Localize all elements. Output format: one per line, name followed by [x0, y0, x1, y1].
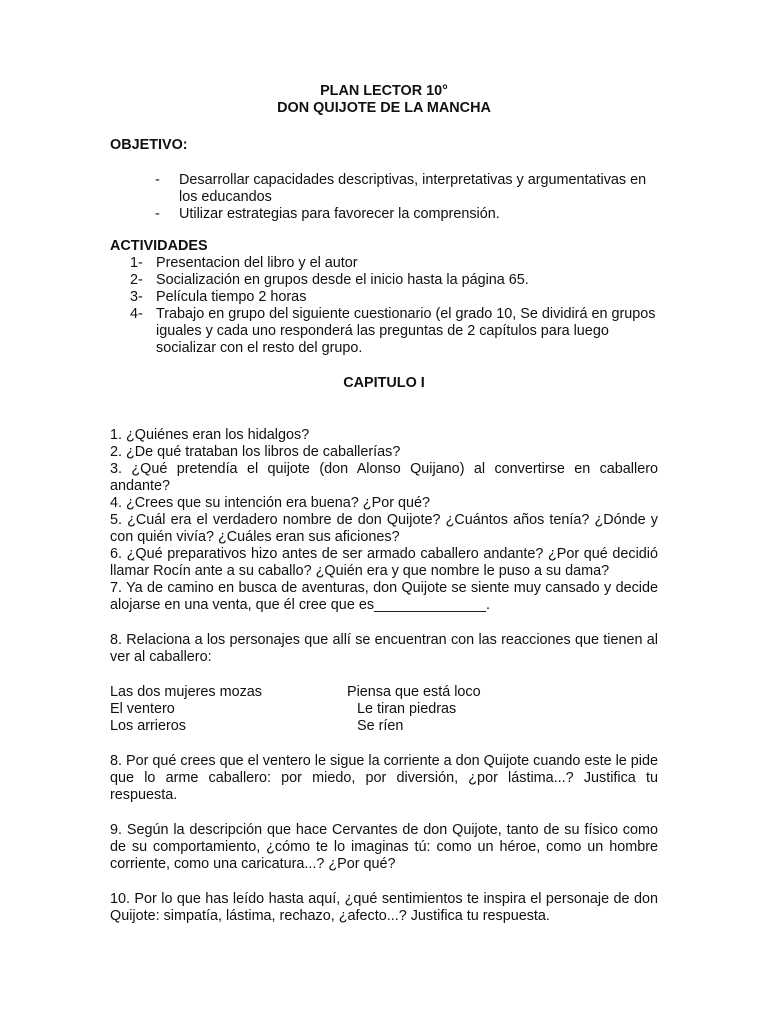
matching-character: Las dos mujeres mozas: [110, 684, 262, 700]
actividad-item: [110, 272, 658, 289]
objetivo-item-text: Desarrollar capacidades descriptivas, interpretativas y argumentativas en los educandos: [179, 172, 647, 205]
capitulo-heading: CAPITULO I: [343, 375, 425, 391]
objetivo-item: [110, 172, 658, 206]
question-item: 1. ¿Quiénes eran los hidalgos?: [110, 427, 310, 443]
actividad-number: 2-: [130, 272, 143, 288]
document-title-line1: PLAN LECTOR 10°: [320, 83, 448, 99]
actividad-text: Presentacion del libro y el autor: [156, 255, 358, 271]
actividad-text: Trabajo en grupo del siguiente cuestionario (el grado 10, Se dividirá en grupos iguales y cada uno responderá las preguntas de 2 capítulos para luego socializar con el resto del grupo.: [156, 306, 656, 356]
question-10: 10. Por lo que has leído hasta aquí, ¿qué sentimientos te inspira el personaje de don Quijote: simpatía, lástima, rechazo, ¿afecto...? Justifica tu respuesta.: [110, 891, 658, 924]
document-title-line2: DON QUIJOTE DE LA MANCHA: [277, 100, 491, 116]
actividad-item: [110, 289, 658, 306]
matching-reaction: Piensa que está loco: [347, 684, 481, 700]
actividad-item: [110, 255, 658, 272]
question-item: 7. Ya de camino en busca de aventuras, don Quijote se siente muy cansado y decide alojarse en una venta, que él cree que es______________.: [110, 580, 658, 613]
actividad-number: 3-: [130, 289, 143, 305]
question-item: 5. ¿Cuál era el verdadero nombre de don Quijote? ¿Cuántos años tenía? ¿Dónde y con quién vivía? ¿Cuáles eran sus aficiones?: [110, 512, 658, 545]
matching-reaction: Le tiran piedras: [357, 701, 457, 717]
matching-row: [110, 684, 481, 701]
matching-character: El ventero: [110, 701, 175, 717]
matching-row: [110, 701, 481, 718]
objetivo-item-text: Utilizar estrategias para favorecer la comprensión.: [179, 206, 500, 222]
dash-bullet: -: [155, 172, 160, 188]
actividades-heading: ACTIVIDADES: [110, 238, 208, 254]
matching-row: [110, 718, 481, 735]
dash-bullet: -: [155, 206, 160, 222]
matching-character: Los arrieros: [110, 718, 186, 734]
question-8b: 8. Por qué crees que el ventero le sigue la corriente a don Quijote cuando este le pide que lo arme caballero: por miedo, por diversión, ¿por lástima...? Justifica tu respuesta.: [110, 753, 658, 803]
actividades-list: [110, 255, 658, 357]
actividad-number: 4-: [130, 306, 143, 322]
question-item: 2. ¿De qué trataban los libros de caballerías?: [110, 444, 401, 460]
actividad-text: Película tiempo 2 horas: [156, 289, 307, 305]
actividad-number: 1-: [130, 255, 143, 271]
actividad-item: [110, 306, 658, 357]
objetivo-heading: OBJETIVO:: [110, 137, 188, 153]
question-list: [110, 427, 658, 614]
objetivo-item: [110, 206, 658, 223]
question-item: 6. ¿Qué preparativos hizo antes de ser armado caballero andante? ¿Por qué decidió llamar Rocín ante a su caballo? ¿Quién era y que nombre le puso a su dama?: [110, 546, 658, 579]
question-item: 4. ¿Crees que su intención era buena? ¿Por qué?: [110, 495, 430, 511]
matching-table: [110, 684, 481, 735]
actividad-text: Socialización en grupos desde el inicio hasta la página 65.: [156, 272, 529, 288]
question-item: 3. ¿Qué pretendía el quijote (don Alonso Quijano) al convertirse en caballero andante?: [110, 461, 658, 494]
matching-reaction: Se ríen: [357, 718, 404, 734]
question-9: 9. Según la descripción que hace Cervantes de don Quijote, tanto de su físico como de su comportamiento, ¿cómo te lo imaginas tú: como un héroe, como un hombre corriente, como una caricatura...? ¿Por qué?: [110, 822, 658, 872]
question-8-prompt: 8. Relaciona a los personajes que allí se encuentran con las reacciones que tienen al ver al caballero:: [110, 632, 658, 665]
objetivo-list: [110, 172, 658, 223]
